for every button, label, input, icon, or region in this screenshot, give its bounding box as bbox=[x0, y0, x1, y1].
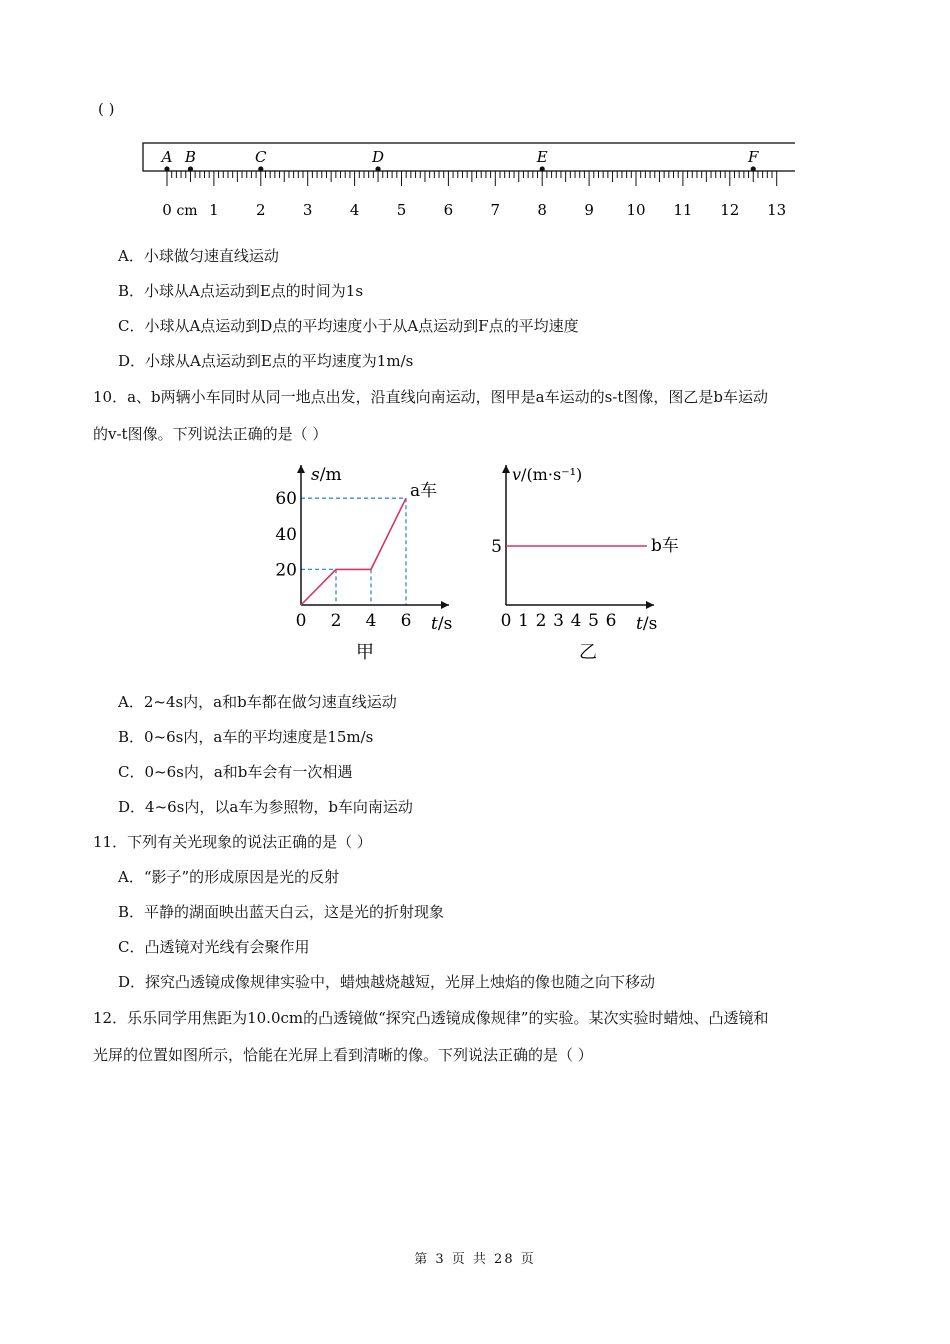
answer-paren: ( ) bbox=[98, 100, 115, 118]
ruler-point-label: D bbox=[372, 148, 385, 166]
q10-option-a: A．2~4s内，a和b车都在做匀速直线运动 bbox=[118, 693, 397, 711]
q11-option-a: A．“影子”的形成原因是光的反射 bbox=[118, 868, 340, 886]
x-axis-unit: /s bbox=[437, 614, 453, 634]
y-axis-label bbox=[311, 465, 342, 485]
q11-option-c: C．凸透镜对光线有会聚作用 bbox=[118, 938, 310, 956]
ruler-tick-label: 3 bbox=[302, 201, 313, 219]
ruler-tick-label: 7 bbox=[490, 201, 501, 219]
x-axis-var: t bbox=[431, 614, 438, 634]
x-tick-label: 0 bbox=[295, 611, 307, 631]
ruler-points bbox=[160, 148, 759, 172]
x-axis-label bbox=[636, 614, 657, 634]
y-axis-arrowhead bbox=[502, 465, 510, 473]
q12-stem-line1: 12．乐乐同学用焦距为10.0cm的凸透镜做“探究凸透镜成像规律”的实验。某次实验时蜡烛、凸透镜和 bbox=[93, 1009, 769, 1027]
x-axis-arrowhead bbox=[441, 601, 449, 609]
series-label-b: b车 bbox=[651, 536, 679, 556]
ruler-tick-label: 1 bbox=[209, 201, 219, 219]
x-tick-label: 4 bbox=[365, 611, 377, 631]
ruler-tick-label: 5 bbox=[396, 201, 407, 219]
ruler-tick-label: 0 bbox=[162, 201, 172, 219]
x-tick-label: 4 bbox=[570, 611, 582, 631]
chart-v-t bbox=[485, 460, 695, 670]
x-tick-label: 2 bbox=[330, 611, 342, 631]
x-axis-arrowhead bbox=[646, 601, 654, 609]
ruler-figure bbox=[135, 138, 795, 222]
y-axis-arrowhead bbox=[297, 465, 305, 473]
ruler-point-dot bbox=[540, 166, 545, 171]
y-axis-unit: /(m·s⁻¹) bbox=[521, 465, 583, 484]
x-tick-label: 5 bbox=[588, 611, 599, 631]
ruler-point-dot bbox=[751, 166, 756, 171]
ruler-tick-label: 11 bbox=[673, 201, 693, 219]
q9-option-c: C．小球从A点运动到D点的平均速度小于从A点运动到F点的平均速度 bbox=[118, 317, 579, 335]
q10-option-d: D．4~6s内，以a车为参照物，b车向南运动 bbox=[118, 798, 413, 816]
y-tick-label: 5 bbox=[491, 537, 502, 557]
chart-s-t bbox=[265, 460, 465, 670]
ruler-point-dot bbox=[164, 166, 169, 171]
y-axis-label bbox=[512, 465, 582, 484]
ruler-point-label: F bbox=[748, 148, 759, 166]
x-tick-label: 3 bbox=[553, 611, 564, 631]
ruler-point-label: C bbox=[255, 148, 267, 166]
chart-title-a: 甲 bbox=[356, 642, 374, 663]
ruler-unit-label: cm bbox=[176, 203, 198, 219]
ruler-tick-label: 4 bbox=[349, 201, 360, 219]
q10-stem-line2: 的v-t图像。下列说法正确的是（ ） bbox=[93, 425, 328, 443]
x-tick-label: 2 bbox=[535, 611, 547, 631]
y-tick-label: 40 bbox=[275, 524, 297, 545]
q9-option-b: B．小球从A点运动到E点的时间为1s bbox=[118, 282, 364, 300]
q11-option-b: B．平静的湖面映出蓝天白云，这是光的折射现象 bbox=[118, 903, 445, 921]
x-axis-label bbox=[431, 614, 452, 634]
series-label-a: a车 bbox=[410, 481, 438, 502]
ruler-tick-label: 10 bbox=[626, 201, 646, 219]
ruler-point-label: B bbox=[184, 148, 196, 166]
ruler-tick-label: 12 bbox=[720, 201, 740, 219]
ruler-tick-label: 8 bbox=[537, 201, 547, 219]
q11-option-d: D．探究凸透镜成像规律实验中，蜡烛越烧越短，光屏上烛焰的像也随之向下移动 bbox=[118, 973, 656, 991]
y-axis-unit: /m bbox=[319, 465, 342, 485]
ruler-tick-label: 6 bbox=[443, 201, 454, 219]
page-footer: 第 3 页 共 28 页 bbox=[414, 1252, 536, 1267]
x-axis-var: t bbox=[636, 614, 643, 634]
q9-option-d: D．小球从A点运动到E点的平均速度为1m/s bbox=[118, 352, 414, 370]
ruler-point-dot bbox=[188, 166, 193, 171]
ruler-ticks bbox=[167, 171, 777, 186]
x-tick-label: 6 bbox=[400, 611, 412, 631]
q10-option-c: C．0~6s内，a和b车会有一次相遇 bbox=[118, 763, 353, 781]
y-tick-label: 60 bbox=[275, 489, 297, 510]
ruler-point-label: A bbox=[161, 148, 173, 166]
ruler-point-label: E bbox=[536, 148, 548, 166]
ruler-tick-label: 2 bbox=[256, 201, 266, 219]
y-axis-var: s bbox=[311, 465, 320, 485]
ruler-labels bbox=[162, 201, 786, 219]
ruler-tick-label: 9 bbox=[584, 201, 594, 219]
y-tick-label: 20 bbox=[275, 560, 297, 581]
q10-option-b: B．0~6s内，a车的平均速度是15m/s bbox=[118, 728, 374, 746]
chart-title-b: 乙 bbox=[579, 642, 597, 663]
ruler-body bbox=[143, 143, 795, 171]
q9-option-a: A．小球做匀速直线运动 bbox=[118, 247, 279, 265]
q12-stem-line2: 光屏的位置如图所示，恰能在光屏上看到清晰的像。下列说法正确的是（ ） bbox=[93, 1046, 593, 1064]
ruler-point-dot bbox=[258, 166, 263, 171]
ruler-point-dot bbox=[375, 166, 380, 171]
x-tick-label: 1 bbox=[518, 611, 529, 631]
x-tick-label: 6 bbox=[605, 611, 617, 631]
x-axis-unit: /s bbox=[642, 614, 658, 634]
series-a-line bbox=[301, 498, 406, 605]
x-tick-label: 0 bbox=[500, 611, 512, 631]
q11-stem: 11．下列有关光现象的说法正确的是（ ） bbox=[93, 833, 372, 851]
y-axis-var: v bbox=[512, 465, 522, 484]
q10-stem-line1: 10．a、b两辆小车同时从同一地点出发，沿直线向南运动，图甲是a车运动的s-t图像，图乙是b车运动 bbox=[93, 388, 768, 406]
ruler-tick-label: 13 bbox=[767, 201, 787, 219]
